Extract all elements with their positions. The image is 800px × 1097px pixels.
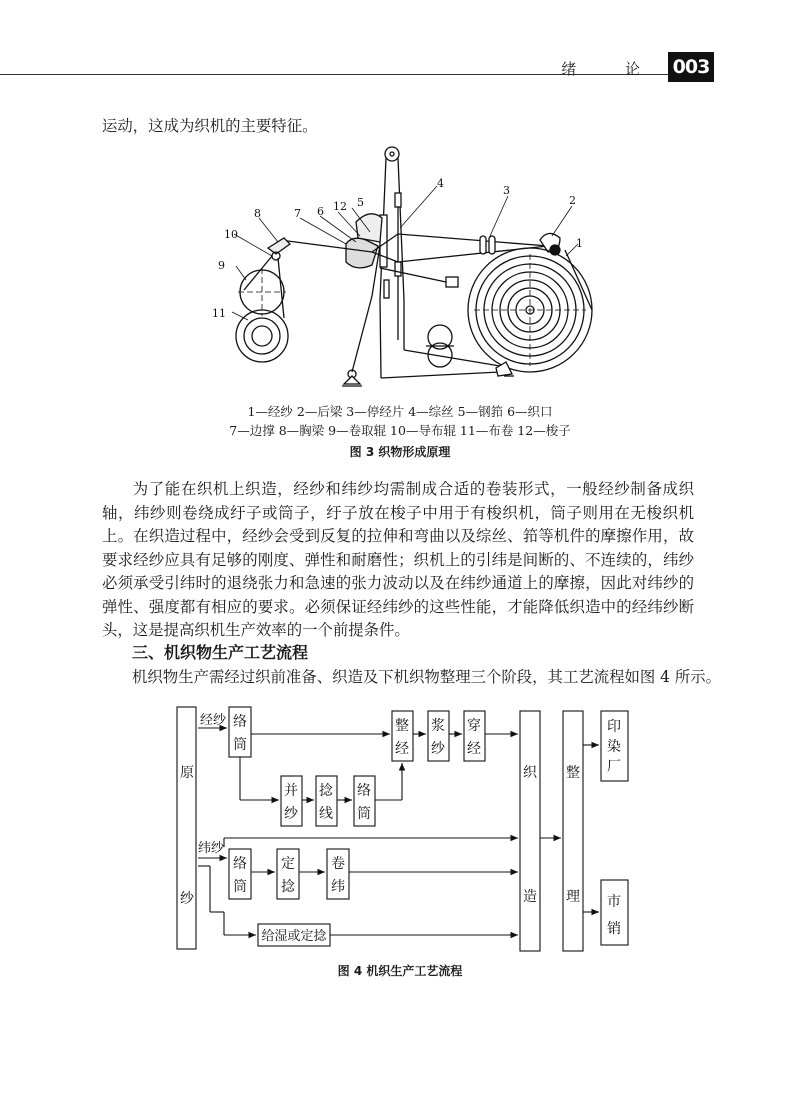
weft-winding-char1: 络 <box>233 856 247 872</box>
drawing-in-char2: 经 <box>467 741 481 757</box>
fig3-label-11: 11 <box>212 307 226 320</box>
twisting-char1: 捻 <box>319 783 333 799</box>
pirn-winding-char1: 卷 <box>331 856 345 872</box>
box-finishing <box>563 711 583 951</box>
rewinding-char1: 络 <box>357 783 371 799</box>
dyeing-plant-char2: 染 <box>607 739 621 755</box>
fig3-label-3: 3 <box>503 184 510 197</box>
pirn-winding-char2: 纬 <box>331 879 345 895</box>
twisting-char2: 线 <box>319 806 333 822</box>
fig3-caption: 图 3 织物形成原理 <box>349 445 451 459</box>
twist-setting-char2: 捻 <box>281 879 295 895</box>
fig3-label-9: 9 <box>218 259 225 272</box>
sizing-char2: 纱 <box>431 741 445 757</box>
fig3-label-8: 8 <box>254 207 261 220</box>
twist-setting-char1: 定 <box>281 856 295 872</box>
fig3-label-10: 10 <box>224 228 238 241</box>
fig3-label-1: 1 <box>576 237 583 250</box>
dyeing-plant-char1: 印 <box>607 719 621 735</box>
body-paragraph-1: 为了能在织机上织造，经纱和纬纱均需制成合适的卷装形式，一般经纱制备成织轴，纬纱则卷绕成纡子或筒子，纡子放在梭子中用于有梭织机，筒子则用在无梭织机上。在织造过程中，经纱会受到反复的拉伸和弯曲以及综丝、筘等机件的摩擦作用，故要求经纱应具有足够的刚度、弹性和耐磨性；织机上的引纬是间断的、不连续的，纬纱必须承受引纬时的退绕张力和急速的张力波动以及在纬纱通道上的摩擦，因此对纬纱的弹性、强度都有相应的要求。必须保证经纬纱的这些性能，才能降低织造中的经纬纱断头，这是提高织机生产效率的一个前提条件。 <box>102 480 694 639</box>
fig3-label-7: 7 <box>294 207 301 220</box>
fig3-label-6: 6 <box>317 205 324 218</box>
doubling-char2: 纱 <box>284 806 298 822</box>
warping-char1: 整 <box>395 718 409 734</box>
finishing-char2: 理 <box>566 889 580 905</box>
market-char1: 市 <box>607 894 621 910</box>
box-weaving <box>520 711 540 951</box>
fig3-legend-line2: 7—边撑 8—胸梁 9—卷取辊 10—导布辊 11—布卷 12—梭子 <box>229 423 571 438</box>
running-header-title: 绪 论 <box>561 60 662 78</box>
warping-char2: 经 <box>395 741 409 757</box>
rewinding-char2: 筒 <box>357 806 371 822</box>
finishing-char1: 整 <box>566 765 580 781</box>
raw-yarn-char1: 原 <box>180 765 194 781</box>
box-raw-yarn <box>177 707 196 949</box>
raw-yarn-char2: 纱 <box>180 891 194 907</box>
fig3-label-12: 12 <box>333 200 347 213</box>
section-heading: 三、机织物生产工艺流程 <box>132 643 309 662</box>
market-char2: 销 <box>607 921 621 937</box>
warp-yarn-label: 经纱 <box>199 713 227 728</box>
fig3-label-5: 5 <box>357 196 364 209</box>
intro-line: 运动，这成为织机的主要特征。 <box>102 117 318 135</box>
fig3-label-2: 2 <box>569 194 576 207</box>
weaving-char1: 织 <box>523 765 537 781</box>
body-paragraph-2: 机织物生产需经过织前准备、织造及下机织物整理三个阶段，其工艺流程如图 4 所示。 <box>132 668 722 686</box>
sizing-char1: 浆 <box>431 718 445 734</box>
humidify-label: 给湿或定捻 <box>261 929 327 944</box>
dyeing-plant-char3: 厂 <box>607 759 621 775</box>
drawing-in-char1: 穿 <box>467 718 481 734</box>
fig3-legend-line1: 1—经纱 2—后梁 3—停经片 4—综丝 5—钢筘 6—织口 <box>247 404 553 419</box>
weaving-char2: 造 <box>523 889 537 905</box>
warp-winding-char2: 筒 <box>233 737 247 753</box>
weft-winding-char2: 筒 <box>233 879 247 895</box>
page-number: 003 <box>668 52 714 82</box>
warp-winding-char1: 络 <box>233 714 247 730</box>
weft-yarn-label: 纬纱 <box>197 841 225 856</box>
doubling-char1: 并 <box>284 783 298 799</box>
fig3-label-4: 4 <box>437 177 444 190</box>
fig4-caption: 图 4 机织生产工艺流程 <box>337 964 463 978</box>
